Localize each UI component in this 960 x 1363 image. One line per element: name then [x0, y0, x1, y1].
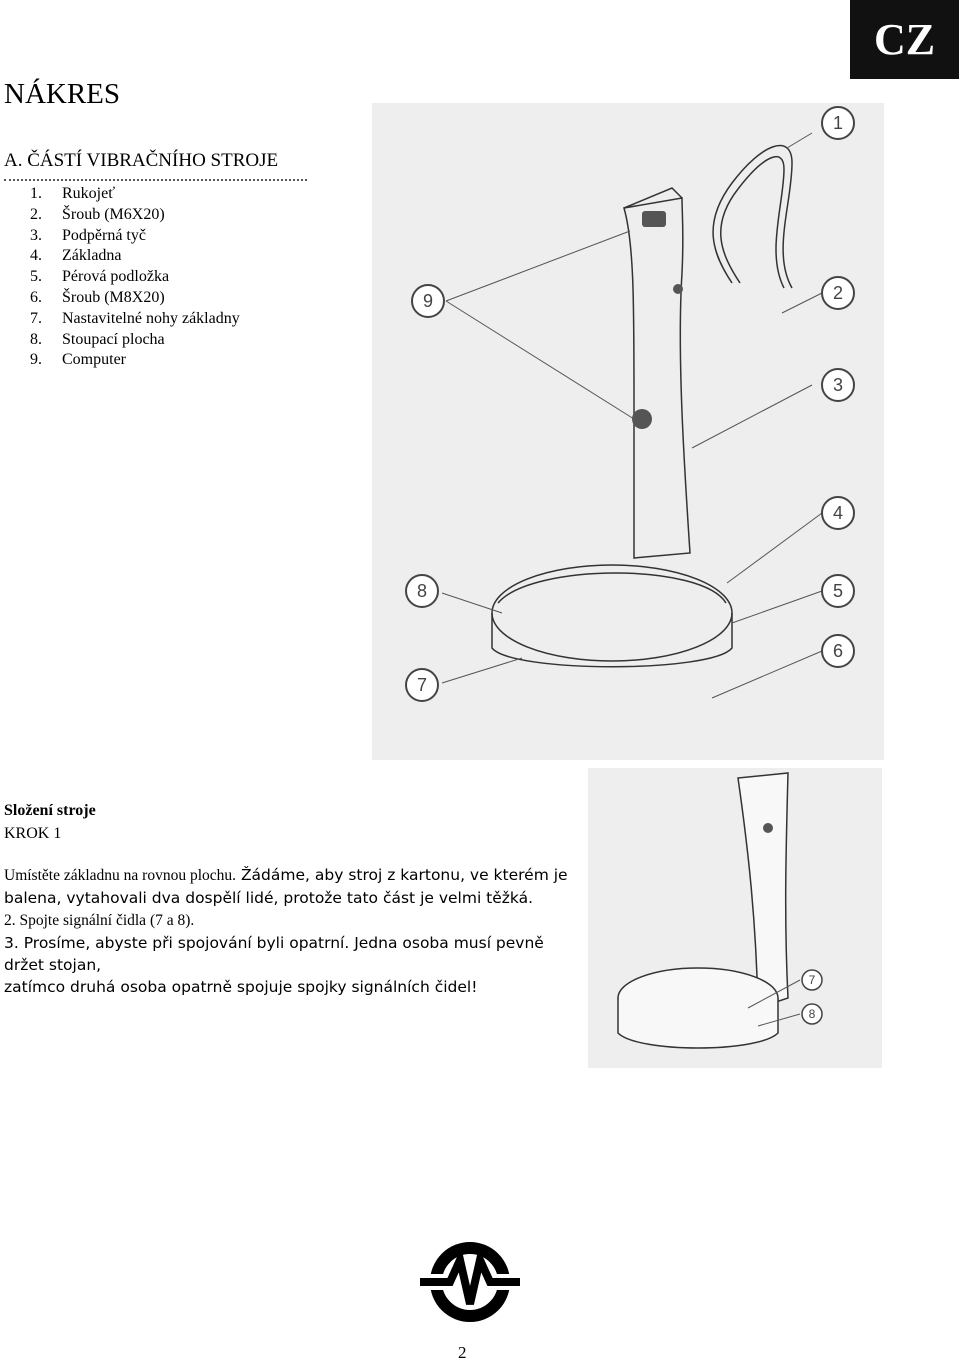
callout-label: 7	[416, 675, 428, 695]
exploded-diagram	[372, 103, 884, 760]
instruction-3: 3. Prosíme, abyste při spojování byli opatrní. Jedna osoba musí pevně držet stojan,	[4, 934, 544, 974]
platform-shape	[492, 565, 732, 661]
instruction-1a: Umístěte základnu na rovnou plochu.	[4, 867, 237, 884]
callout-label: 8	[416, 581, 428, 601]
page-title: NÁKRES	[4, 78, 121, 110]
part-label: Pérová podložka	[62, 268, 170, 286]
part-label: Computer	[62, 351, 126, 369]
part-number: 6.	[30, 288, 42, 306]
instruction-1b: Žádáme, aby stroj z kartonu, ve kterém je balena, vytahovali dva dospělí lidé, protože tato část je velmi těžká.	[4, 866, 568, 907]
part-label: Rukojeť	[62, 185, 116, 202]
instructions	[4, 864, 584, 998]
part-number: 8.	[30, 330, 42, 348]
photo-pole	[738, 773, 788, 1008]
part-label: Základna	[62, 247, 122, 265]
part-number: 5.	[30, 268, 42, 286]
dotted-divider	[4, 179, 307, 181]
parts-list-item	[30, 267, 240, 288]
parts-list-item	[30, 226, 240, 247]
part-number: 2.	[30, 205, 42, 223]
assembly-heading: Složení stroje	[4, 802, 96, 819]
parts-list-item	[30, 184, 240, 205]
part-number: 7.	[30, 309, 42, 327]
assembly-photo	[588, 768, 882, 1068]
page-number: 2	[458, 1343, 467, 1362]
handle-shape	[713, 146, 792, 288]
photo-callout-7: 7	[808, 973, 816, 987]
part-number: 9.	[30, 351, 42, 369]
part-number: 3.	[30, 226, 42, 244]
brand-logo	[416, 1238, 524, 1326]
section-heading: A. ČÁSTÍ VIBRAČNÍHO STROJE	[4, 150, 279, 171]
callout-label: 9	[422, 291, 434, 311]
instruction-4: zatímco druhá osoba opatrně spojuje spojky signálních čidel!	[4, 978, 478, 996]
parts-list-item	[30, 205, 240, 226]
callout-label: 1	[832, 113, 844, 133]
parts-list-item	[30, 350, 240, 371]
pole-shape	[624, 198, 690, 558]
callout-label: 4	[832, 503, 844, 523]
part-label: Šroub (M8X20)	[62, 288, 165, 306]
callout-label: 2	[832, 283, 844, 303]
part-label: Podpěrná tyč	[62, 226, 146, 244]
parts-list	[30, 184, 240, 371]
part-number: 4.	[30, 247, 42, 265]
parts-list-item	[30, 288, 240, 309]
instruction-2: 2. Spojte signální čidla (7 a 8).	[4, 912, 195, 929]
part-label: Šroub (M6X20)	[62, 205, 165, 223]
language-badge: CZ	[850, 0, 959, 79]
step-label: KROK 1	[4, 825, 62, 842]
parts-list-item	[30, 330, 240, 351]
callout-label: 3	[832, 375, 844, 395]
photo-callout-8: 8	[808, 1007, 816, 1021]
parts-list-item	[30, 309, 240, 330]
callout-label: 5	[832, 581, 844, 601]
part-label: Stoupací plocha	[62, 330, 165, 348]
diagram-callouts	[406, 107, 854, 701]
part-number: 1.	[30, 185, 42, 202]
part-label: Nastavitelné nohy základny	[62, 309, 240, 327]
parts-list-item	[30, 246, 240, 267]
callout-label: 6	[832, 641, 844, 661]
